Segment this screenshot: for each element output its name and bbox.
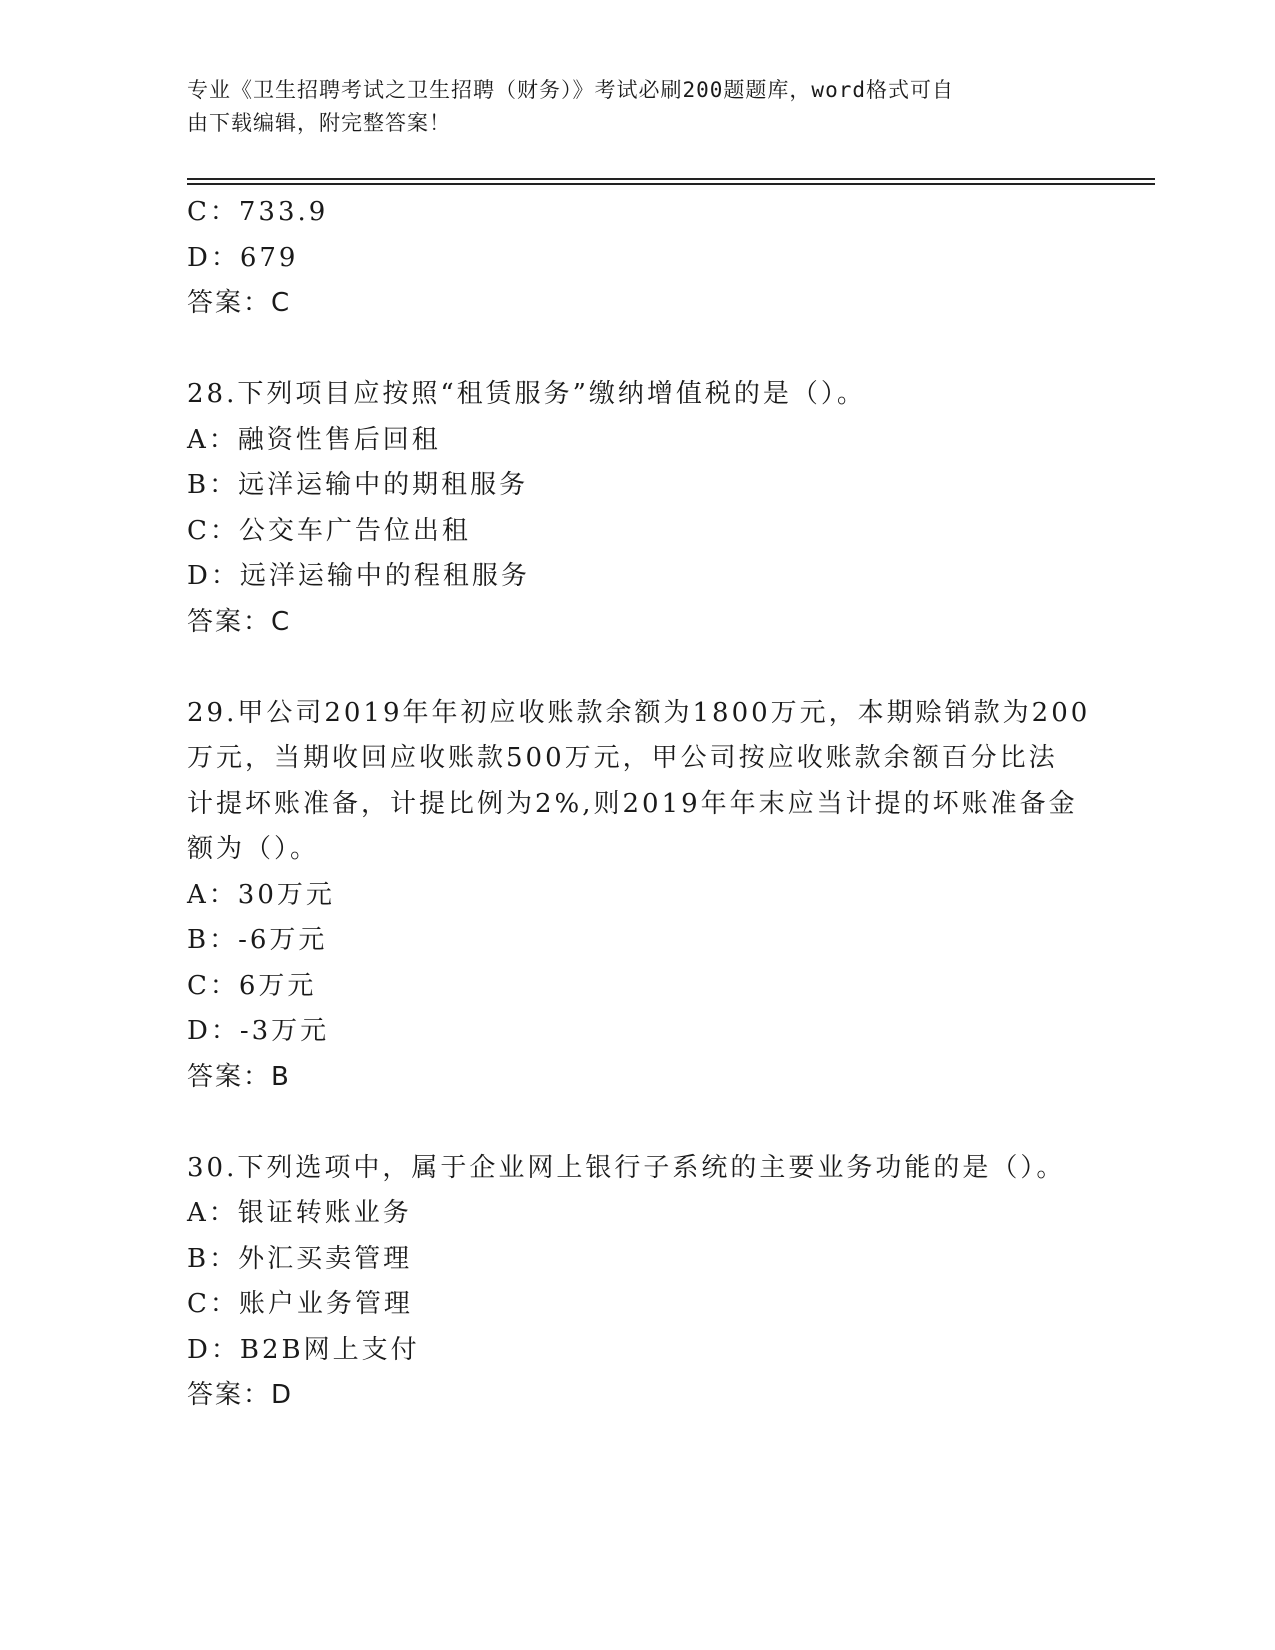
option-c: C：账户业务管理 bbox=[187, 1289, 413, 1319]
option-d: D：远洋运输中的程租服务 bbox=[187, 561, 530, 591]
question-stem-line-2: 万元，当期收回应收账款500万元，甲公司按应收账款余额百分比法 bbox=[187, 743, 1058, 773]
option-b: B：远洋运输中的期租服务 bbox=[187, 470, 529, 500]
question-content bbox=[187, 190, 1091, 1419]
question-27-tail bbox=[187, 190, 1067, 327]
option-c: C：733.9 bbox=[187, 197, 329, 227]
option-b: B：外汇买卖管理 bbox=[187, 1243, 413, 1274]
question-stem: 30.下列选项中，属于企业网上银行子系统的主要业务功能的是（）。 bbox=[187, 1152, 1066, 1183]
spacer bbox=[187, 327, 1067, 373]
header-divider-top bbox=[187, 178, 1155, 180]
option-a: A：银证转账业务 bbox=[187, 1198, 412, 1228]
question-28 bbox=[187, 372, 1067, 645]
option-a: A：30万元 bbox=[187, 879, 335, 910]
answer-line: 答案：C bbox=[187, 288, 292, 318]
answer-line: 答案：D bbox=[187, 1380, 294, 1410]
question-stem-line-1: 29.甲公司2019年年初应收账款余额为1800万元，本期赊销款为200 bbox=[187, 697, 1091, 728]
spacer bbox=[187, 1100, 1067, 1146]
option-c: C：公交车广告位出租 bbox=[187, 515, 471, 546]
question-stem-line-3: 计提坏账准备，计提比例为2%,则2019年年末应当计提的坏账准备金 bbox=[187, 788, 1078, 819]
option-a: A：融资性售后回租 bbox=[187, 424, 441, 455]
option-b: B：-6万元 bbox=[187, 925, 328, 955]
page-header bbox=[187, 74, 1067, 140]
question-29 bbox=[187, 691, 1091, 1101]
question-stem: 28.下列项目应按照“租赁服务”缴纳增值税的是（）。 bbox=[187, 379, 866, 409]
option-d: D：-3万元 bbox=[187, 1016, 330, 1046]
option-c: C：6万元 bbox=[187, 970, 317, 1001]
header-line-2: 由下载编辑，附完整答案！ bbox=[187, 111, 451, 135]
header-divider-bottom bbox=[187, 183, 1155, 185]
spacer bbox=[187, 645, 1067, 691]
answer-line: 答案：C bbox=[187, 606, 292, 637]
answer-line: 答案：B bbox=[187, 1061, 291, 1092]
option-d: D：B2B网上支付 bbox=[187, 1334, 420, 1365]
option-d: D：679 bbox=[187, 242, 299, 273]
question-30 bbox=[187, 1146, 1067, 1419]
question-stem-line-4: 额为（）。 bbox=[187, 834, 320, 864]
header-line-1: 专业《卫生招聘考试之卫生招聘（财务）》考试必刷200题题库，word格式可自 bbox=[187, 78, 954, 102]
